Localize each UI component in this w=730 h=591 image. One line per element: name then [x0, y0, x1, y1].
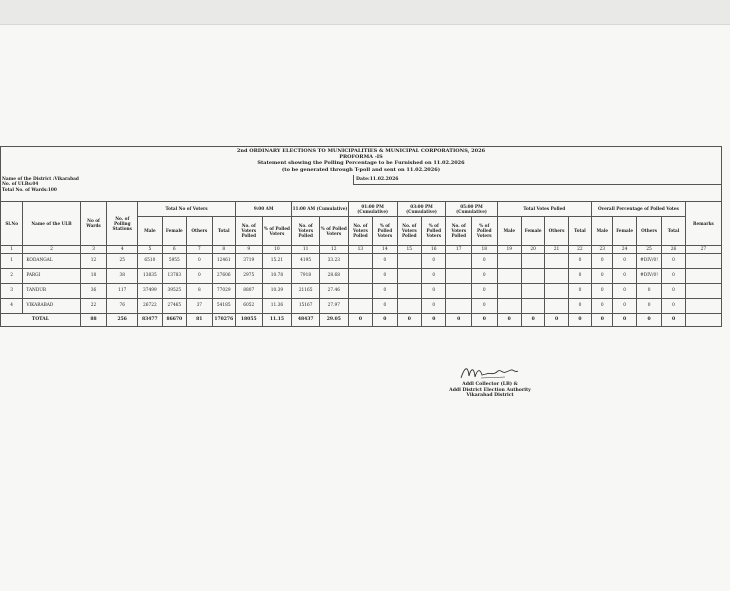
- cell-ps: 38: [107, 268, 138, 283]
- table-row: [1, 298, 722, 313]
- cell-male: 37499: [138, 283, 162, 298]
- sub-voters-polled: No. of Voters Polled: [397, 216, 421, 245]
- cell-v9: 2975: [235, 268, 262, 283]
- document-title: 2nd ORDINARY ELECTIONS TO MUNICIPALITIES & MUNICIPAL CORPORATIONS, 2026: [236, 148, 486, 154]
- cell-sl: 1: [1, 253, 23, 268]
- cell-others: 0: [187, 268, 213, 283]
- sub-voters-polled: No. of Voters Polled: [446, 216, 472, 245]
- total-v9: 18055: [235, 313, 262, 326]
- meta-block: [0, 175, 722, 201]
- cell-ulb: KODANGAL: [23, 253, 80, 268]
- cell-p1: 0: [373, 268, 397, 283]
- total-p3: 0: [422, 313, 446, 326]
- cell-sl: 3: [1, 283, 23, 298]
- cell-ot: 0: [662, 283, 685, 298]
- cell-p1: 0: [373, 298, 397, 313]
- cell-p5: 0: [472, 268, 498, 283]
- col-polling-stations: No. of Polling Stations: [107, 201, 138, 245]
- cell-om: 0: [592, 253, 613, 268]
- cell-p11: 33.23: [319, 253, 348, 268]
- cell-v5: [446, 283, 472, 298]
- cell-sl: 2: [1, 268, 23, 283]
- total-others: 81: [187, 313, 213, 326]
- cell-total: 12461: [212, 253, 235, 268]
- cell-ulb: PARGI: [23, 268, 80, 283]
- signature-line-2: Addl District Election Authority: [449, 387, 531, 393]
- col-number: 14: [373, 245, 397, 253]
- cell-remarks: [685, 268, 721, 283]
- cell-vm: [497, 253, 521, 268]
- col-1pm: 01:00 PM (Cumulative): [348, 201, 397, 216]
- cell-p1: 0: [373, 253, 397, 268]
- cell-remarks: [685, 283, 721, 298]
- cell-vt: 0: [568, 283, 591, 298]
- cell-wards: 22: [80, 298, 107, 313]
- district-name: Name of the District :Vikarabad: [2, 176, 79, 182]
- cell-female: 5955: [162, 253, 186, 268]
- col-11am: 11:00 AM (Cumulative): [292, 201, 348, 216]
- cell-vm: [497, 298, 521, 313]
- cell-male: 26722: [138, 298, 162, 313]
- cell-remarks: [685, 253, 721, 268]
- header-row-1: [1, 201, 722, 216]
- cell-ps: 117: [107, 283, 138, 298]
- cell-sl: 4: [1, 298, 23, 313]
- col-number: 24: [613, 245, 636, 253]
- cell-vt: 0: [568, 268, 591, 283]
- col-number: 20: [521, 245, 544, 253]
- cell-p5: 0: [472, 253, 498, 268]
- cell-p3: 0: [422, 283, 446, 298]
- sub-total: Total: [568, 216, 591, 245]
- col-number: 23: [592, 245, 613, 253]
- col-votes-polled: Total Votes Polled: [497, 201, 592, 216]
- col-number: 2: [23, 245, 80, 253]
- total-vf: 0: [521, 313, 544, 326]
- total-p9: 11.15: [262, 313, 292, 326]
- cell-v3: [397, 298, 421, 313]
- total-v1: 0: [348, 313, 372, 326]
- cell-ps: 25: [107, 253, 138, 268]
- total-male: 83477: [138, 313, 162, 326]
- cell-v5: [446, 268, 472, 283]
- sub-others: Others: [187, 216, 213, 245]
- cell-vo: [545, 268, 568, 283]
- cell-v11: 15167: [292, 298, 320, 313]
- total-vm: 0: [497, 313, 521, 326]
- table-row: [1, 268, 722, 283]
- cell-oo: #DIV/0!: [636, 268, 662, 283]
- cell-p9: 10.78: [262, 268, 292, 283]
- cell-oo: #DIV/0!: [636, 253, 662, 268]
- cell-oo: 0: [636, 283, 662, 298]
- cell-v9: 3719: [235, 253, 262, 268]
- cell-v3: [397, 253, 421, 268]
- signature-line-1: Addl Collector (LB) &: [462, 382, 518, 387]
- col-ulb: Name of the ULB: [23, 201, 80, 245]
- cell-vf: [521, 268, 544, 283]
- col-number: 9: [235, 245, 262, 253]
- col-number: 19: [497, 245, 521, 253]
- cell-p1: 0: [373, 283, 397, 298]
- cell-p5: 0: [472, 283, 498, 298]
- total-p11: 29.05: [319, 313, 348, 326]
- cell-of: 0: [613, 253, 636, 268]
- col-number: 15: [397, 245, 421, 253]
- cell-male: 6510: [138, 253, 162, 268]
- column-number-row: [1, 245, 722, 253]
- cell-ulb: TANDUR: [23, 283, 80, 298]
- col-remarks: Remarks: [685, 201, 721, 245]
- sub-female: Female: [521, 216, 544, 245]
- cell-v5: [446, 253, 472, 268]
- cell-of: 0: [613, 268, 636, 283]
- col-number: 7: [187, 245, 213, 253]
- col-number: 6: [162, 245, 186, 253]
- cell-wards: 18: [80, 268, 107, 283]
- cell-others: 37: [187, 298, 213, 313]
- total-vt: 0: [568, 313, 591, 326]
- cell-p9: 11.36: [262, 298, 292, 313]
- cell-v1: [348, 283, 372, 298]
- sub-total: Total: [212, 216, 235, 245]
- sub-pct-polled: % of Polled Voters: [319, 216, 348, 245]
- cell-p9: 10.39: [262, 283, 292, 298]
- cell-v1: [348, 298, 372, 313]
- col-5pm: 05:00 PM (Cumulative): [446, 201, 497, 216]
- cell-p5: 0: [472, 298, 498, 313]
- col-number: 25: [636, 245, 662, 253]
- cell-ot: 0: [662, 253, 685, 268]
- sub-male: Male: [497, 216, 521, 245]
- sub-pct-polled: % of Polled Voters: [472, 216, 498, 245]
- col-number: 5: [138, 245, 162, 253]
- cell-p3: 0: [422, 253, 446, 268]
- signature-block: [420, 362, 560, 399]
- cell-vm: [497, 268, 521, 283]
- signature-line-3: Vikarabad District: [466, 393, 514, 399]
- polling-table: [0, 201, 722, 327]
- col-3pm: 03:00 PM (Cumulative): [397, 201, 446, 216]
- cell-p11: 28.68: [319, 268, 348, 283]
- cell-oo: 0: [636, 298, 662, 313]
- total-vo: 0: [545, 313, 568, 326]
- total-v5: 0: [446, 313, 472, 326]
- cell-v9: 8807: [235, 283, 262, 298]
- scan-top-band: [0, 0, 730, 25]
- cell-others: 8: [187, 283, 213, 298]
- sub-voters-polled: No. of Voters Polled: [348, 216, 372, 245]
- total-female: 86670: [162, 313, 186, 326]
- col-number: 21: [545, 245, 568, 253]
- col-number: 27: [685, 245, 721, 253]
- col-number: 13: [348, 245, 372, 253]
- cell-om: 0: [592, 268, 613, 283]
- cell-total: 54185: [212, 298, 235, 313]
- cell-v5: [446, 298, 472, 313]
- cell-ulb: VIKARABAD: [23, 298, 80, 313]
- total-oo: 0: [636, 313, 662, 326]
- total-row: [1, 313, 722, 326]
- total-v11: 48437: [292, 313, 320, 326]
- cell-ot: 0: [662, 298, 685, 313]
- report-date: Date:11.02.2026: [353, 175, 722, 185]
- total-wards: 88: [80, 313, 107, 326]
- sub-others: Others: [545, 216, 568, 245]
- cell-female: 39525: [162, 283, 186, 298]
- cell-om: 0: [592, 298, 613, 313]
- total-label: TOTAL: [1, 313, 81, 326]
- col-number: 1: [1, 245, 23, 253]
- cell-v3: [397, 268, 421, 283]
- sub-pct-polled: % of Polled Voters: [262, 216, 292, 245]
- cell-wards: 12: [80, 253, 107, 268]
- document-header: [0, 146, 722, 175]
- proforma-label: PROFORMA -IS: [339, 154, 383, 161]
- col-total-voters: Total No of Voters: [138, 201, 236, 216]
- table-row: [1, 283, 722, 298]
- cell-p3: 0: [422, 268, 446, 283]
- note-line: (to be generated through T-poll and sent on 11.02.2026): [281, 166, 441, 173]
- col-number: 3: [80, 245, 107, 253]
- sub-pct-polled: % of Polled Voters: [422, 216, 446, 245]
- district-info: [2, 177, 79, 193]
- cell-of: 0: [613, 298, 636, 313]
- cell-vo: [545, 253, 568, 268]
- sub-others: Others: [636, 216, 662, 245]
- cell-vm: [497, 283, 521, 298]
- total-p1: 0: [373, 313, 397, 326]
- sub-male: Male: [592, 216, 613, 245]
- cell-female: 13783: [162, 268, 186, 283]
- total-ps: 256: [107, 313, 138, 326]
- cell-v11: 21165: [292, 283, 320, 298]
- col-number: 11: [292, 245, 320, 253]
- total-remarks: [685, 313, 721, 326]
- sub-voters-polled: No. of Voters Polled: [235, 216, 262, 245]
- cell-v1: [348, 253, 372, 268]
- cell-vo: [545, 283, 568, 298]
- cell-p3: 0: [422, 298, 446, 313]
- statement-line: Statement showing the Polling Percentage to be Furnished on 11.02.2026: [257, 160, 465, 167]
- cell-vt: 0: [568, 298, 591, 313]
- ulb-count: No. of ULBs:04: [2, 182, 39, 188]
- col-number: 12: [319, 245, 348, 253]
- table-row: [1, 253, 722, 268]
- col-number: 18: [472, 245, 498, 253]
- cell-male: 13835: [138, 268, 162, 283]
- total-p5: 0: [472, 313, 498, 326]
- cell-vf: [521, 253, 544, 268]
- cell-vt: 0: [568, 253, 591, 268]
- cell-p9: 15.21: [262, 253, 292, 268]
- cell-vf: [521, 283, 544, 298]
- cell-of: 0: [613, 283, 636, 298]
- cell-others: 0: [187, 253, 213, 268]
- cell-v9: 6052: [235, 298, 262, 313]
- col-number: 4: [107, 245, 138, 253]
- cell-vo: [545, 298, 568, 313]
- col-9am: 9:00 AM: [235, 201, 291, 216]
- cell-p11: 27.97: [319, 298, 348, 313]
- cell-ps: 76: [107, 298, 138, 313]
- total-total: 170276: [212, 313, 235, 326]
- col-number: 10: [262, 245, 292, 253]
- cell-vf: [521, 298, 544, 313]
- col-number: 17: [446, 245, 472, 253]
- total-v3: 0: [397, 313, 421, 326]
- sub-female: Female: [162, 216, 186, 245]
- col-wards: No of Wards: [80, 201, 107, 245]
- ward-count: Total No. of Wards:100: [2, 187, 57, 193]
- col-overall-pct: Overall Percentage of Polled Votes: [592, 201, 686, 216]
- cell-v3: [397, 283, 421, 298]
- cell-v11: 7918: [292, 268, 320, 283]
- col-number: 26: [662, 245, 685, 253]
- col-number: 16: [422, 245, 446, 253]
- total-ot: 0: [662, 313, 685, 326]
- proforma-sheet: [0, 146, 722, 327]
- cell-total: 77029: [212, 283, 235, 298]
- cell-ot: 0: [662, 268, 685, 283]
- cell-female: 27465: [162, 298, 186, 313]
- cell-v11: 4195: [292, 253, 320, 268]
- table-body: [1, 253, 722, 326]
- signature-scribble-icon: [455, 362, 525, 382]
- sub-pct-polled: % of Polled Voters: [373, 216, 397, 245]
- total-of: 0: [613, 313, 636, 326]
- col-number: 8: [212, 245, 235, 253]
- sub-voters-polled: No. of Voters Polled: [292, 216, 320, 245]
- sub-male: Male: [138, 216, 162, 245]
- total-om: 0: [592, 313, 613, 326]
- col-sl: Sl.No: [1, 201, 23, 245]
- cell-total: 27606: [212, 268, 235, 283]
- sub-total: Total: [662, 216, 685, 245]
- cell-remarks: [685, 298, 721, 313]
- cell-om: 0: [592, 283, 613, 298]
- cell-v1: [348, 268, 372, 283]
- col-number: 22: [568, 245, 591, 253]
- sub-female: Female: [613, 216, 636, 245]
- cell-p11: 27.46: [319, 283, 348, 298]
- cell-wards: 36: [80, 283, 107, 298]
